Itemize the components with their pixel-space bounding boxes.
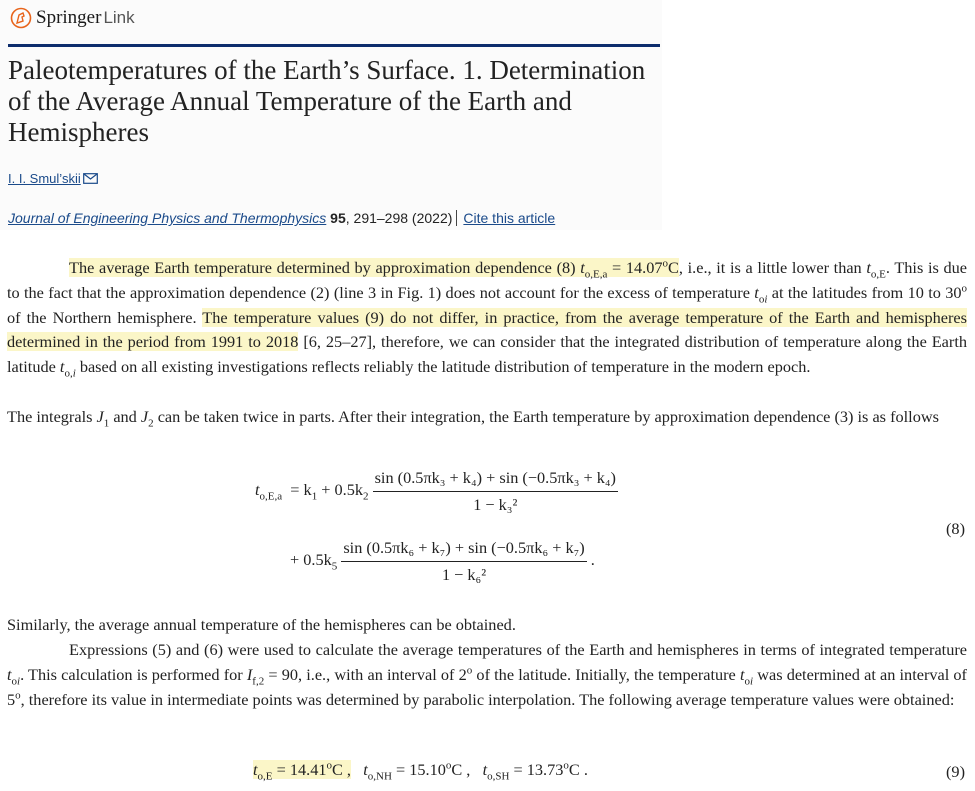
paragraph-4: Expressions (5) and (6) were used to calculate the average temperatures of the Earth and hemispheres in terms of integrated temperature $t_{oi}$. This calculation is performed for $I_{f,2} = 90$, i.e., with an interval of 2$^o$ of the latitude. Initially, the temperature $t_{oi}$ was determined at an interval of 5$^o$, therefore its value in intermediate points was determined by parabolic interpolation. The following average temperature values were obtained: — [7, 640, 967, 709]
article-header — [0, 0, 662, 230]
equation-8-line-2: + $0.5k_5$ $\frac{\text{sin (0.5πk₆ + k₇) + sin (−0.5πk₆ + k₇)}}{\text{1 − k₆²}}$ . — [290, 538, 595, 584]
logo-wordmark: Springer Link — [36, 7, 135, 28]
separator — [456, 210, 457, 226]
header-rule — [8, 44, 660, 47]
fraction-2: $\frac{\text{sin (0.5πk₆ + k₇) + sin (−0.5πk₆ + k₇)}}{\text{1 − k₆²}}$ — [343, 538, 585, 584]
paragraph-3: Similarly, the average annual temperature of the hemispheres can be obtained. — [7, 615, 516, 634]
fraction-1: $\frac{\text{sin (0.5πk₃ + k₄) + sin (−0.5πk₃ + k₄)}}{\text{1 − k₃²}}$ — [374, 468, 616, 514]
volume: 95 — [330, 210, 346, 226]
citation-line — [8, 210, 555, 226]
article-title: Paleotemperatures of the Earth’s Surface. 1. Determination of the Average Annual Temperature of the Earth and Hemispheres — [8, 55, 646, 147]
mail-icon[interactable] — [83, 173, 98, 184]
springer-link-logo[interactable] — [10, 7, 135, 29]
pages-year: , 291–298 (2022) — [345, 210, 453, 226]
equation-9-number: (9) — [946, 762, 965, 781]
journal-link[interactable]: Journal of Engineering Physics and Thermophysics — [8, 210, 327, 226]
author-link[interactable]: I. I. Smul’skii — [8, 171, 81, 186]
paragraph-1: The average Earth temperature determined by approximation dependence (8) $t_{o,E,a} = 14.07^oC$, i.e., it is a little lower than $t_{o,E}$. This is due to the fact that the approximation dependence (2) (line 3 in Fig. 1) does not account for the excess of temperature $t_{oi}$ at the latitudes from 10 to 30$^o$ of the Northern hemisphere. The temperature values (9) do not differ, in practice, from the average temperature of the Earth and hemispheres determined in the period from 1991 to 2018 [6, 25–27], therefore, we can consider that the integrated distribution of temperature along the Earth latitude $t_{o,i}$ based on all existing investigations reflects reliably the latitude distribution of temperature in the modern epoch. — [7, 257, 967, 380]
equation-9: $t_{o,E} = 14.41^oC$ , $t_{o,NH} = 15.10^oC$ , $t_{o,SH} = 13.73^oC$ . — [253, 759, 588, 783]
cite-article-link[interactable]: Cite this article — [463, 210, 556, 226]
author-line — [8, 171, 98, 186]
highlight-2: The temperature values (9) do not differ, in practice, from the average temperature of the Earth and hemispheres determined in the period from 1991 to 2018 — [7, 307, 967, 352]
highlight-3: $t_{o,E} = 14.41^oC$ , — [253, 759, 351, 783]
highlight-1: The average Earth temperature determined by approximation dependence (8) $t_{o,E,a} = 14.07^oC$ — [69, 257, 679, 281]
equation-8-line-1: $t_{o,E,a} = k_1 + 0.5k_2$ $\frac{\text{sin (0.5πk₃ + k₄) + sin (−0.5πk₃ + k₄)}}{\text{1 − k₃²}}$ — [255, 468, 616, 514]
paragraph-2: The integrals $J_1$ and $J_2$ can be taken twice in parts. After their integration, the Earth temperature by approximation dependence (3) is as follows — [7, 407, 939, 430]
equation-8-number: (8) — [946, 519, 965, 538]
springer-horse-icon — [10, 7, 32, 29]
